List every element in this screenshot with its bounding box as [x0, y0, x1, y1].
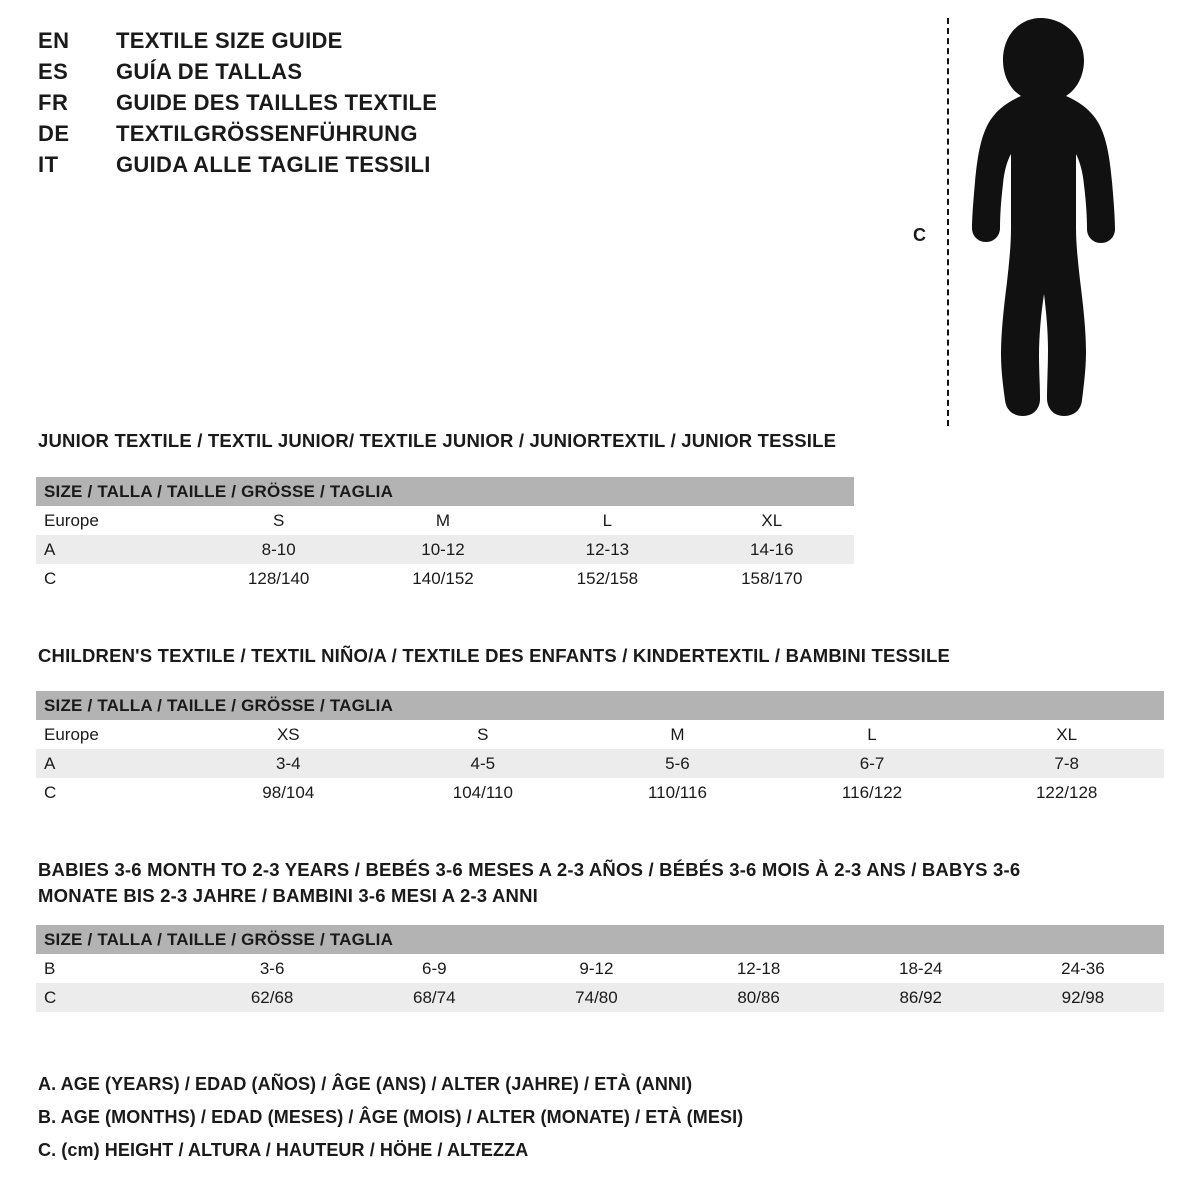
row-cell: 116/122: [841, 782, 903, 802]
row-cell: 14-16: [750, 539, 794, 559]
row-cell: S: [477, 724, 489, 744]
row-cell: 68/74: [413, 987, 456, 1007]
row-cell: 9-12: [579, 958, 614, 978]
section-heading-junior: JUNIOR TEXTILE / TEXTIL JUNIOR/ TEXTILE JUNIOR / JUNIORTEXTIL / JUNIOR TESSILE: [38, 430, 837, 451]
row-cell: 152/158: [576, 568, 639, 588]
row-cell: 3-6: [259, 958, 285, 978]
language-code: EN: [38, 28, 70, 53]
language-code: ES: [38, 59, 69, 84]
row-cell: 92/98: [1061, 987, 1105, 1007]
table-row: [36, 506, 854, 535]
table-band-label: SIZE / TALLA / TAILLE / GRÖSSE / TAGLIA: [36, 925, 1164, 954]
table-row: [36, 535, 854, 564]
row-cell: 10-12: [421, 539, 465, 559]
table-band-label: SIZE / TALLA / TAILLE / GRÖSSE / TAGLIA: [36, 477, 854, 506]
measurement-figure: [905, 10, 1135, 430]
footnote-line: C. (cm) HEIGHT / ALTURA / HAUTEUR / HÖHE / ALTEZZA: [38, 1140, 529, 1160]
table-band-label: SIZE / TALLA / TAILLE / GRÖSSE / TAGLIA: [36, 691, 1164, 720]
children-size-table: [36, 691, 1164, 807]
language-code: FR: [38, 90, 69, 115]
row-cell: L: [867, 724, 877, 744]
row-cell: 5-6: [665, 753, 690, 773]
row-cell: XL: [1056, 724, 1078, 744]
child-silhouette-icon: [953, 14, 1128, 426]
language-row: [38, 121, 598, 152]
row-label: B: [44, 958, 56, 978]
row-cell: 98/104: [262, 782, 315, 802]
language-title: TEXTILE SIZE GUIDE: [116, 28, 343, 53]
row-cell: L: [602, 510, 613, 530]
language-row: [38, 152, 598, 183]
babies-size-table: [36, 925, 1164, 1012]
row-cell: M: [670, 724, 685, 744]
table-row: [36, 778, 1164, 807]
table-band-row: [36, 477, 854, 506]
row-cell: 140/152: [412, 568, 474, 588]
table-row: [36, 954, 1164, 983]
language-row: [38, 28, 598, 59]
table-row: [36, 564, 854, 593]
footnote-line: B. AGE (MONTHS) / EDAD (MESES) / ÂGE (MOIS) / ALTER (MONATE) / ETÀ (MESI): [38, 1107, 744, 1127]
language-code: DE: [38, 121, 70, 146]
row-cell: XS: [276, 724, 300, 744]
section-heading-children: CHILDREN'S TEXTILE / TEXTIL NIÑO/A / TEXTILE DES ENFANTS / KINDERTEXTIL / BAMBINI TESSILE: [38, 645, 950, 666]
language-title: GUÍA DE TALLAS: [116, 59, 303, 84]
junior-size-table: [36, 477, 854, 593]
row-cell: 74/80: [575, 987, 618, 1007]
row-cell: 86/92: [899, 987, 943, 1007]
table-band-row: [36, 925, 1164, 954]
row-cell: 7-8: [1054, 753, 1079, 773]
row-cell: 6-9: [421, 958, 447, 978]
language-title: GUIDA ALLE TAGLIE TESSILI: [116, 152, 431, 177]
table-row: [36, 720, 1164, 749]
row-label: C: [44, 987, 57, 1007]
row-label: Europe: [44, 724, 99, 744]
row-cell: 12-18: [736, 958, 781, 978]
row-cell: 6-7: [859, 753, 885, 773]
row-cell: 122/128: [1035, 782, 1098, 802]
language-row: [38, 59, 598, 90]
row-label: A: [44, 753, 56, 773]
row-cell: 8-10: [261, 539, 296, 559]
row-cell: 110/116: [647, 782, 707, 802]
table-band-row: [36, 691, 1164, 720]
table-row: [36, 983, 1164, 1012]
section-heading-babies: BABIES 3-6 MONTH TO 2-3 YEARS / BEBÉS 3-6 MESES A 2-3 AÑOS / BÉBÉS 3-6 MOIS À 2-3 ANS / BABYS 3-6 MONATE BIS 2-3 JAHRE / BAMBINI 3-6 MESI A 2-3 ANNI: [38, 859, 1021, 906]
language-title: TEXTILGRÖSSENFÜHRUNG: [116, 121, 418, 146]
row-cell: S: [272, 510, 285, 530]
footnote-line: A. AGE (YEARS) / EDAD (AÑOS) / ÂGE (ANS) / ALTER (JAHRE) / ETÀ (ANNI): [38, 1074, 693, 1094]
row-cell: 3-4: [276, 753, 301, 773]
row-cell: M: [435, 510, 451, 530]
row-cell: 4-5: [470, 753, 496, 773]
row-cell: 18-24: [899, 958, 943, 978]
footnotes: [38, 1068, 743, 1167]
row-label: Europe: [44, 510, 99, 530]
language-code: IT: [38, 152, 59, 177]
row-label: C: [44, 782, 57, 802]
row-cell: 128/140: [247, 568, 310, 588]
figure-measure-label: C: [913, 225, 926, 245]
row-label: A: [44, 539, 56, 559]
row-cell: 12-13: [585, 539, 630, 559]
language-title-block: [38, 28, 598, 183]
row-cell: 24-36: [1061, 958, 1105, 978]
row-cell: 80/86: [737, 987, 780, 1007]
row-cell: 104/110: [452, 782, 513, 802]
language-title: GUIDE DES TAILLES TEXTILE: [116, 90, 438, 115]
row-cell: 158/170: [741, 568, 803, 588]
table-row: [36, 749, 1164, 778]
language-row: [38, 90, 598, 121]
height-dashed-line: [947, 18, 949, 426]
row-cell: XL: [761, 510, 783, 530]
row-cell: 62/68: [250, 987, 294, 1007]
row-label: C: [44, 568, 57, 588]
